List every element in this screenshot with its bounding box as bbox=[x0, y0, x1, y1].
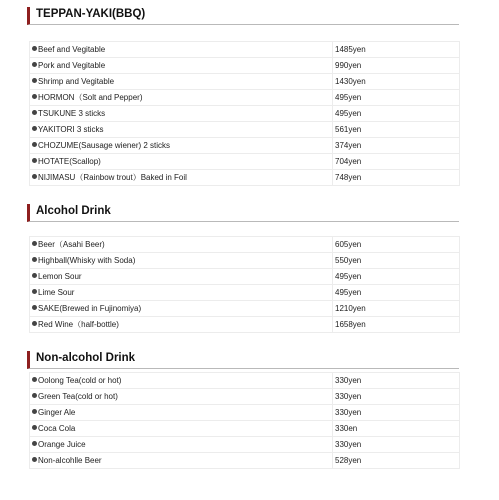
menu-item-price: 330yen bbox=[333, 405, 460, 421]
menu-item-price: 748yen bbox=[333, 170, 460, 186]
menu-item-cell bbox=[30, 74, 333, 90]
menu-item-price: 495yen bbox=[333, 269, 460, 285]
menu-row bbox=[30, 106, 460, 122]
menu-item-cell bbox=[30, 253, 333, 269]
menu-item-price: 495yen bbox=[333, 106, 460, 122]
menu-row bbox=[30, 237, 460, 253]
menu-item-price: 330yen bbox=[333, 389, 460, 405]
menu-item-cell bbox=[30, 437, 333, 453]
menu-item-name: Lemon Sour bbox=[38, 271, 82, 281]
menu-item-name: SAKE(Brewed in Fujinomiya) bbox=[38, 303, 142, 313]
menu-item-cell bbox=[30, 58, 333, 74]
menu-item-name: Red Wine（half-bottle) bbox=[38, 319, 119, 329]
bullet-icon bbox=[32, 94, 37, 99]
menu-item-price: 495yen bbox=[333, 285, 460, 301]
menu-item-name: CHOZUME(Sausage wiener) 2 sticks bbox=[38, 140, 171, 150]
bullet-icon bbox=[32, 457, 37, 462]
menu-item-price: 561yen bbox=[333, 122, 460, 138]
menu-item-name: Green Tea(cold or hot) bbox=[38, 391, 118, 401]
menu-item-price: 495yen bbox=[333, 90, 460, 106]
menu-item-cell bbox=[30, 122, 333, 138]
menu-item-name: Beer（Asahi Beer) bbox=[38, 239, 105, 249]
menu-item-cell bbox=[30, 285, 333, 301]
menu-item-price: 528yen bbox=[333, 453, 460, 469]
menu-table-alcohol-drink bbox=[29, 236, 460, 333]
bullet-icon bbox=[32, 110, 37, 115]
bullet-icon bbox=[32, 142, 37, 147]
bullet-icon bbox=[32, 62, 37, 67]
bullet-icon bbox=[32, 393, 37, 398]
menu-row bbox=[30, 421, 460, 437]
menu-item-cell bbox=[30, 301, 333, 317]
menu-item-name: TSUKUNE 3 sticks bbox=[38, 108, 106, 118]
bullet-icon bbox=[32, 78, 37, 83]
menu-row bbox=[30, 58, 460, 74]
menu-row bbox=[30, 373, 460, 389]
menu-row bbox=[30, 170, 460, 186]
menu-item-cell bbox=[30, 237, 333, 253]
menu-item-cell bbox=[30, 154, 333, 170]
menu-row bbox=[30, 317, 460, 333]
menu-item-cell bbox=[30, 453, 333, 469]
menu-row bbox=[30, 269, 460, 285]
menu-item-price: 605yen bbox=[333, 237, 460, 253]
menu-item-name: Highball(Whisky with Soda) bbox=[38, 255, 136, 265]
bullet-icon bbox=[32, 425, 37, 430]
menu-table-teppan-yaki bbox=[29, 41, 460, 186]
menu-row bbox=[30, 253, 460, 269]
menu-item-name: Beef and Vegitable bbox=[38, 44, 106, 54]
menu-row bbox=[30, 437, 460, 453]
menu-item-price: 990yen bbox=[333, 58, 460, 74]
menu-row bbox=[30, 138, 460, 154]
menu-row bbox=[30, 74, 460, 90]
bullet-icon bbox=[32, 273, 37, 278]
menu-item-cell bbox=[30, 138, 333, 154]
menu-row bbox=[30, 405, 460, 421]
menu-row bbox=[30, 90, 460, 106]
menu-item-name: Shrimp and Vegitable bbox=[38, 76, 115, 86]
bullet-icon bbox=[32, 46, 37, 51]
menu-item-price: 1658yen bbox=[333, 317, 460, 333]
bullet-icon bbox=[32, 257, 37, 262]
menu-row bbox=[30, 122, 460, 138]
bullet-icon bbox=[32, 241, 37, 246]
menu-item-cell bbox=[30, 373, 333, 389]
menu-item-price: 550yen bbox=[333, 253, 460, 269]
menu-row bbox=[30, 285, 460, 301]
menu-item-cell bbox=[30, 405, 333, 421]
menu-item-price: 330yen bbox=[333, 437, 460, 453]
menu-item-price: 1430yen bbox=[333, 74, 460, 90]
menu-item-price: 374yen bbox=[333, 138, 460, 154]
bullet-icon bbox=[32, 377, 37, 382]
menu-table-non-alcohol-drink bbox=[29, 372, 460, 469]
section-title-alcohol-drink: Alcohol Drink bbox=[27, 204, 459, 222]
menu-item-name: Coca Cola bbox=[38, 423, 76, 433]
menu-item-cell bbox=[30, 106, 333, 122]
menu-item-name: YAKITORI 3 sticks bbox=[38, 124, 104, 134]
bullet-icon bbox=[32, 174, 37, 179]
bullet-icon bbox=[32, 409, 37, 414]
bullet-icon bbox=[32, 158, 37, 163]
menu-item-name: HORMON（Solt and Pepper) bbox=[38, 92, 143, 102]
menu-item-name: Pork and Vegitable bbox=[38, 60, 106, 70]
section-title-teppan-yaki: TEPPAN-YAKI(BBQ) bbox=[27, 7, 459, 25]
menu-item-price: 330yen bbox=[333, 373, 460, 389]
bullet-icon bbox=[32, 289, 37, 294]
menu-item-price: 1210yen bbox=[333, 301, 460, 317]
menu-row bbox=[30, 154, 460, 170]
menu-item-cell bbox=[30, 269, 333, 285]
menu-row bbox=[30, 42, 460, 58]
menu-item-price: 1485yen bbox=[333, 42, 460, 58]
menu-item-cell bbox=[30, 90, 333, 106]
section-title-non-alcohol-drink: Non-alcohol Drink bbox=[27, 351, 459, 369]
menu-item-name: Lime Sour bbox=[38, 287, 75, 297]
menu-item-cell bbox=[30, 389, 333, 405]
menu-item-name: NIJIMASU（Rainbow trout）Baked in Foil bbox=[38, 172, 187, 182]
menu-item-name: Oolong Tea(cold or hot) bbox=[38, 375, 122, 385]
menu-item-cell bbox=[30, 170, 333, 186]
menu-item-name: HOTATE(Scallop) bbox=[38, 156, 101, 166]
menu-item-price: 330en bbox=[333, 421, 460, 437]
menu-item-cell bbox=[30, 42, 333, 58]
menu-item-name: Non-alcohlle Beer bbox=[38, 455, 102, 465]
menu-item-cell bbox=[30, 421, 333, 437]
bullet-icon bbox=[32, 305, 37, 310]
bullet-icon bbox=[32, 321, 37, 326]
bullet-icon bbox=[32, 441, 37, 446]
bullet-icon bbox=[32, 126, 37, 131]
menu-row bbox=[30, 389, 460, 405]
menu-item-price: 704yen bbox=[333, 154, 460, 170]
menu-item-cell bbox=[30, 317, 333, 333]
menu-row bbox=[30, 301, 460, 317]
menu-item-name: Orange Juice bbox=[38, 439, 86, 449]
menu-row bbox=[30, 453, 460, 469]
menu-item-name: Ginger Ale bbox=[38, 407, 76, 417]
